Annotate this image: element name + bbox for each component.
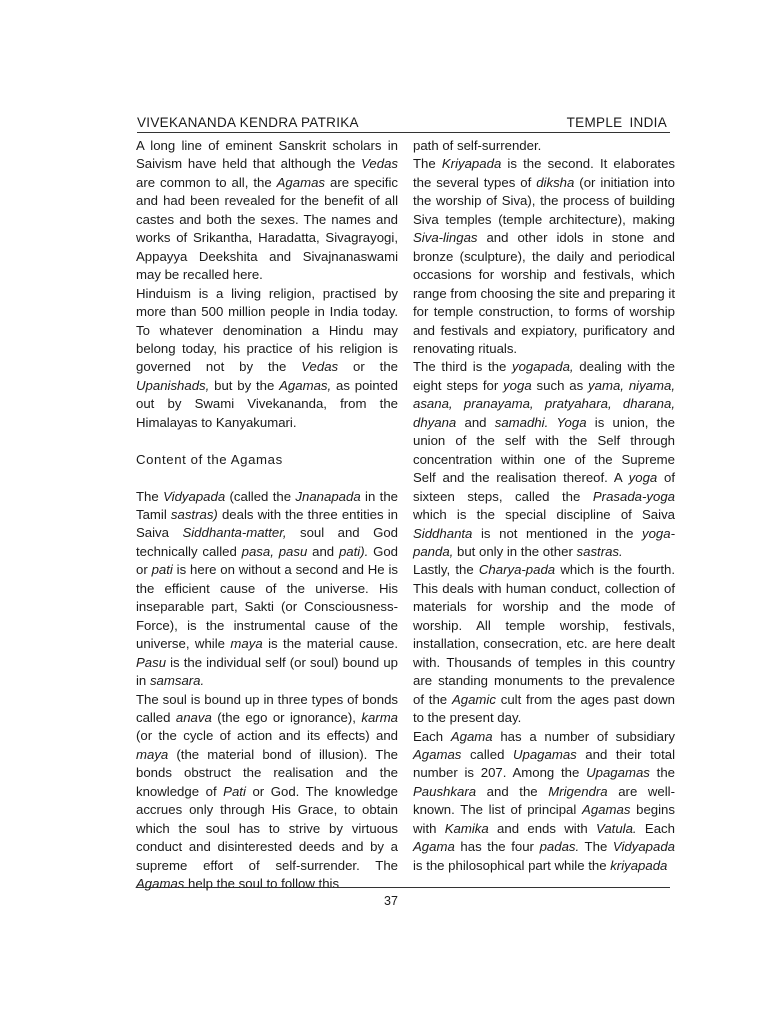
italic-term: pasa, pasu [241,543,308,559]
text-run: and their total number is 207. Among the [413,746,675,781]
text-run: are specific and had been revealed for the benefit of all castes and both the sexes. The names and works of Srikantha, Haradatta, Sivagrayogi, Appayya Deekshita and Sivajnanaswami may be recalled here. [136,174,398,283]
italic-term: Yoga [556,414,587,430]
text-run: begins with [413,802,675,836]
text-run: of sixteen steps, called the [413,470,675,504]
italic-term: maya [136,746,169,762]
text-run: cult from the ages past down to the present day. [413,691,675,726]
text-run: in the Tamil [136,488,398,523]
italic-term: Upanishads, [136,377,210,393]
text-run: God or [136,543,398,578]
italic-term: Prasada-yoga [592,488,675,504]
text-run: help the soul to follow this [184,876,340,892]
italic-term: Siddhanta [413,525,473,541]
text-run: has the four [454,839,540,855]
text-run: The [413,156,442,172]
italic-term: Agamas [276,174,326,190]
text-run: (or the cycle of action and its effects) and [136,728,398,744]
italic-term: yogapada, [512,359,574,375]
italic-term: yoga [628,470,658,486]
italic-term: samsara. [149,673,205,689]
paragraph [136,137,398,285]
italic-term: Agamas [136,876,185,892]
text-run: is not mentioned in the [472,525,642,541]
text-run: but by the [209,377,280,393]
italic-term: Pasu [136,654,167,670]
text-run: which is the fourth. This deals with human conduct, collection of materials for worship and the mode of worship. All temple worship, festivals, installation, consecration, etc. are here dealt with. Thousands of temples in this country are standing monuments to the prevalence of the [413,562,675,707]
italic-term: yama, niyama, asana, pranayama, pratyahara, dharana, dhyana [413,377,675,430]
italic-term: Vidyapada [612,839,675,855]
text-run: dealing with the eight steps for [413,359,675,393]
page-number: 37 [384,894,398,908]
text-run: deals with the three entities in Saiva [136,507,398,541]
italic-term: pati). [338,543,369,559]
text-run: or the [338,359,398,375]
italic-term: samadhi. [494,414,549,430]
paragraph-spacer [136,432,398,450]
footer-rule [137,887,670,888]
italic-term: Agamas [582,802,631,818]
text-run: The soul is bound up in three types of bonds called [136,691,398,726]
text-run: Each [413,728,451,744]
paragraph [413,137,675,155]
paragraph-spacer [136,469,398,487]
italic-term: Charya-pada [478,562,556,578]
text-run: is union, the union of the self with the Self through concentration within one of the Supreme Self and the realisation thereof. A [413,414,675,486]
italic-term: Pati [223,783,246,799]
italic-term: Vatula. [596,820,637,836]
italic-term: Vedas [361,156,398,172]
italic-term: sastras. [576,543,623,559]
italic-term: Upagamas [512,746,577,762]
text-run: is the individual self (or soul) bound up in [136,654,398,689]
italic-term: Paushkara [413,783,477,799]
italic-term: Siddhanta-matter, [182,525,287,541]
text-run: or God. The knowledge accrues only through His Grace, to obtain which the soul has to strive by virtuous conduct and disinterested deeds and by a supreme effort of self-surrender. The [136,783,398,873]
italic-term: maya [230,636,263,652]
text-run: are common to all, the [136,174,277,190]
italic-term: sastras) [170,507,218,523]
text-run: Each [636,820,675,836]
italic-term: Kamika [444,820,489,836]
text-run: (or initiation into the worship of Siva), the process of building Siva temples (temple architecture), making [413,174,675,227]
section-heading [136,451,398,469]
text-run: and [307,543,339,559]
text-run: Hinduism is a living religion, practised by more than 500 million people in India today. To whatever denomination a Hindu may belong today, his practice of his religion is governed not by the [136,285,398,375]
italic-term: Agamic [451,691,496,707]
text-run: which is the special discipline of Saiva [413,507,675,523]
text-run: the [649,765,675,781]
italic-term: Agama [413,839,455,855]
text-run: is the second. It elaborates the several types of [413,156,676,190]
text-run: is the material cause. [262,636,398,652]
italic-term: yoga [503,377,532,393]
paragraph [413,155,675,358]
paragraph [136,488,398,691]
text-run: and [456,414,495,430]
text-run: The third is the [413,359,512,375]
text-run: are well-known. The list of principal [413,783,676,818]
text-run: (the material bond of illusion). The bonds obstruct the realisation and the knowledge of [136,746,398,799]
italic-term: diksha [536,174,575,190]
text-run: and the [476,783,549,799]
paragraph [413,561,675,727]
italic-term: Upagamas [586,765,650,781]
running-header [137,112,670,132]
text-run: soul and God technically called [136,525,398,559]
text-run: is the philosophical part while the [413,857,611,873]
italic-term: anava [175,710,212,726]
text-run: Content of the Agamas [136,451,283,467]
paragraph [136,285,398,433]
text-run: has a number of subsidiary [492,728,675,744]
text-run: such as [531,377,589,393]
left-column [136,137,398,894]
italic-term: Siva-lingas [413,230,478,246]
text-run: The [579,839,613,855]
italic-term: padas. [539,839,580,855]
italic-term: Vedas [301,359,339,375]
italic-term: Jnanapada [295,488,361,504]
italic-term: Agama [450,728,493,744]
paragraph [413,728,675,876]
text-run: path of self-surrender. [413,138,542,153]
paragraph [136,691,398,894]
text-run: but only in the other [453,543,577,559]
italic-term: yoga-panda, [413,525,675,559]
text-run: A long line of eminent Sanskrit scholars in Saivism have held that although the [136,138,398,172]
italic-term: Agamas [413,746,462,762]
text-run: called [461,746,513,762]
text-run: and other idols in stone and bronze (sculpture), the daily and periodical occasions for worship and festivals, which range from choosing the site and preparing it for temple construction, to forms of worship and festivals and expiatory, purificatory and renovating rituals. [413,230,675,356]
italic-term: Vidyapada [163,488,226,504]
text-run: The [136,488,164,504]
text-run: (called the [225,488,296,504]
paragraph [413,358,675,561]
text-run: Lastly, the [413,562,479,578]
text-run: as pointed out by Swami Vivekananda, from the Himalayas to Kanyakumari. [136,377,398,430]
right-column [413,137,675,875]
italic-term: kriyapada [610,857,668,873]
text-run: is here on without a second and He is the efficient cause of the universe. His inseparable part, Sakti (or Consciousness-Force), is the instrumental cause of the universe, while [136,562,399,652]
header-rule [137,132,670,133]
italic-term: Agamas, [279,377,332,393]
text-run: (the ego or ignorance), [211,710,362,726]
journal-title: VIVEKANANDA KENDRA PATRIKA [137,115,359,130]
section-title: TEMPLE INDIA [566,115,667,130]
italic-term: karma [361,710,399,726]
italic-term: pati [151,562,173,578]
italic-term: Mrigendra [548,783,608,799]
italic-term: Kriyapada [441,156,502,172]
text-run: and ends with [488,820,597,836]
